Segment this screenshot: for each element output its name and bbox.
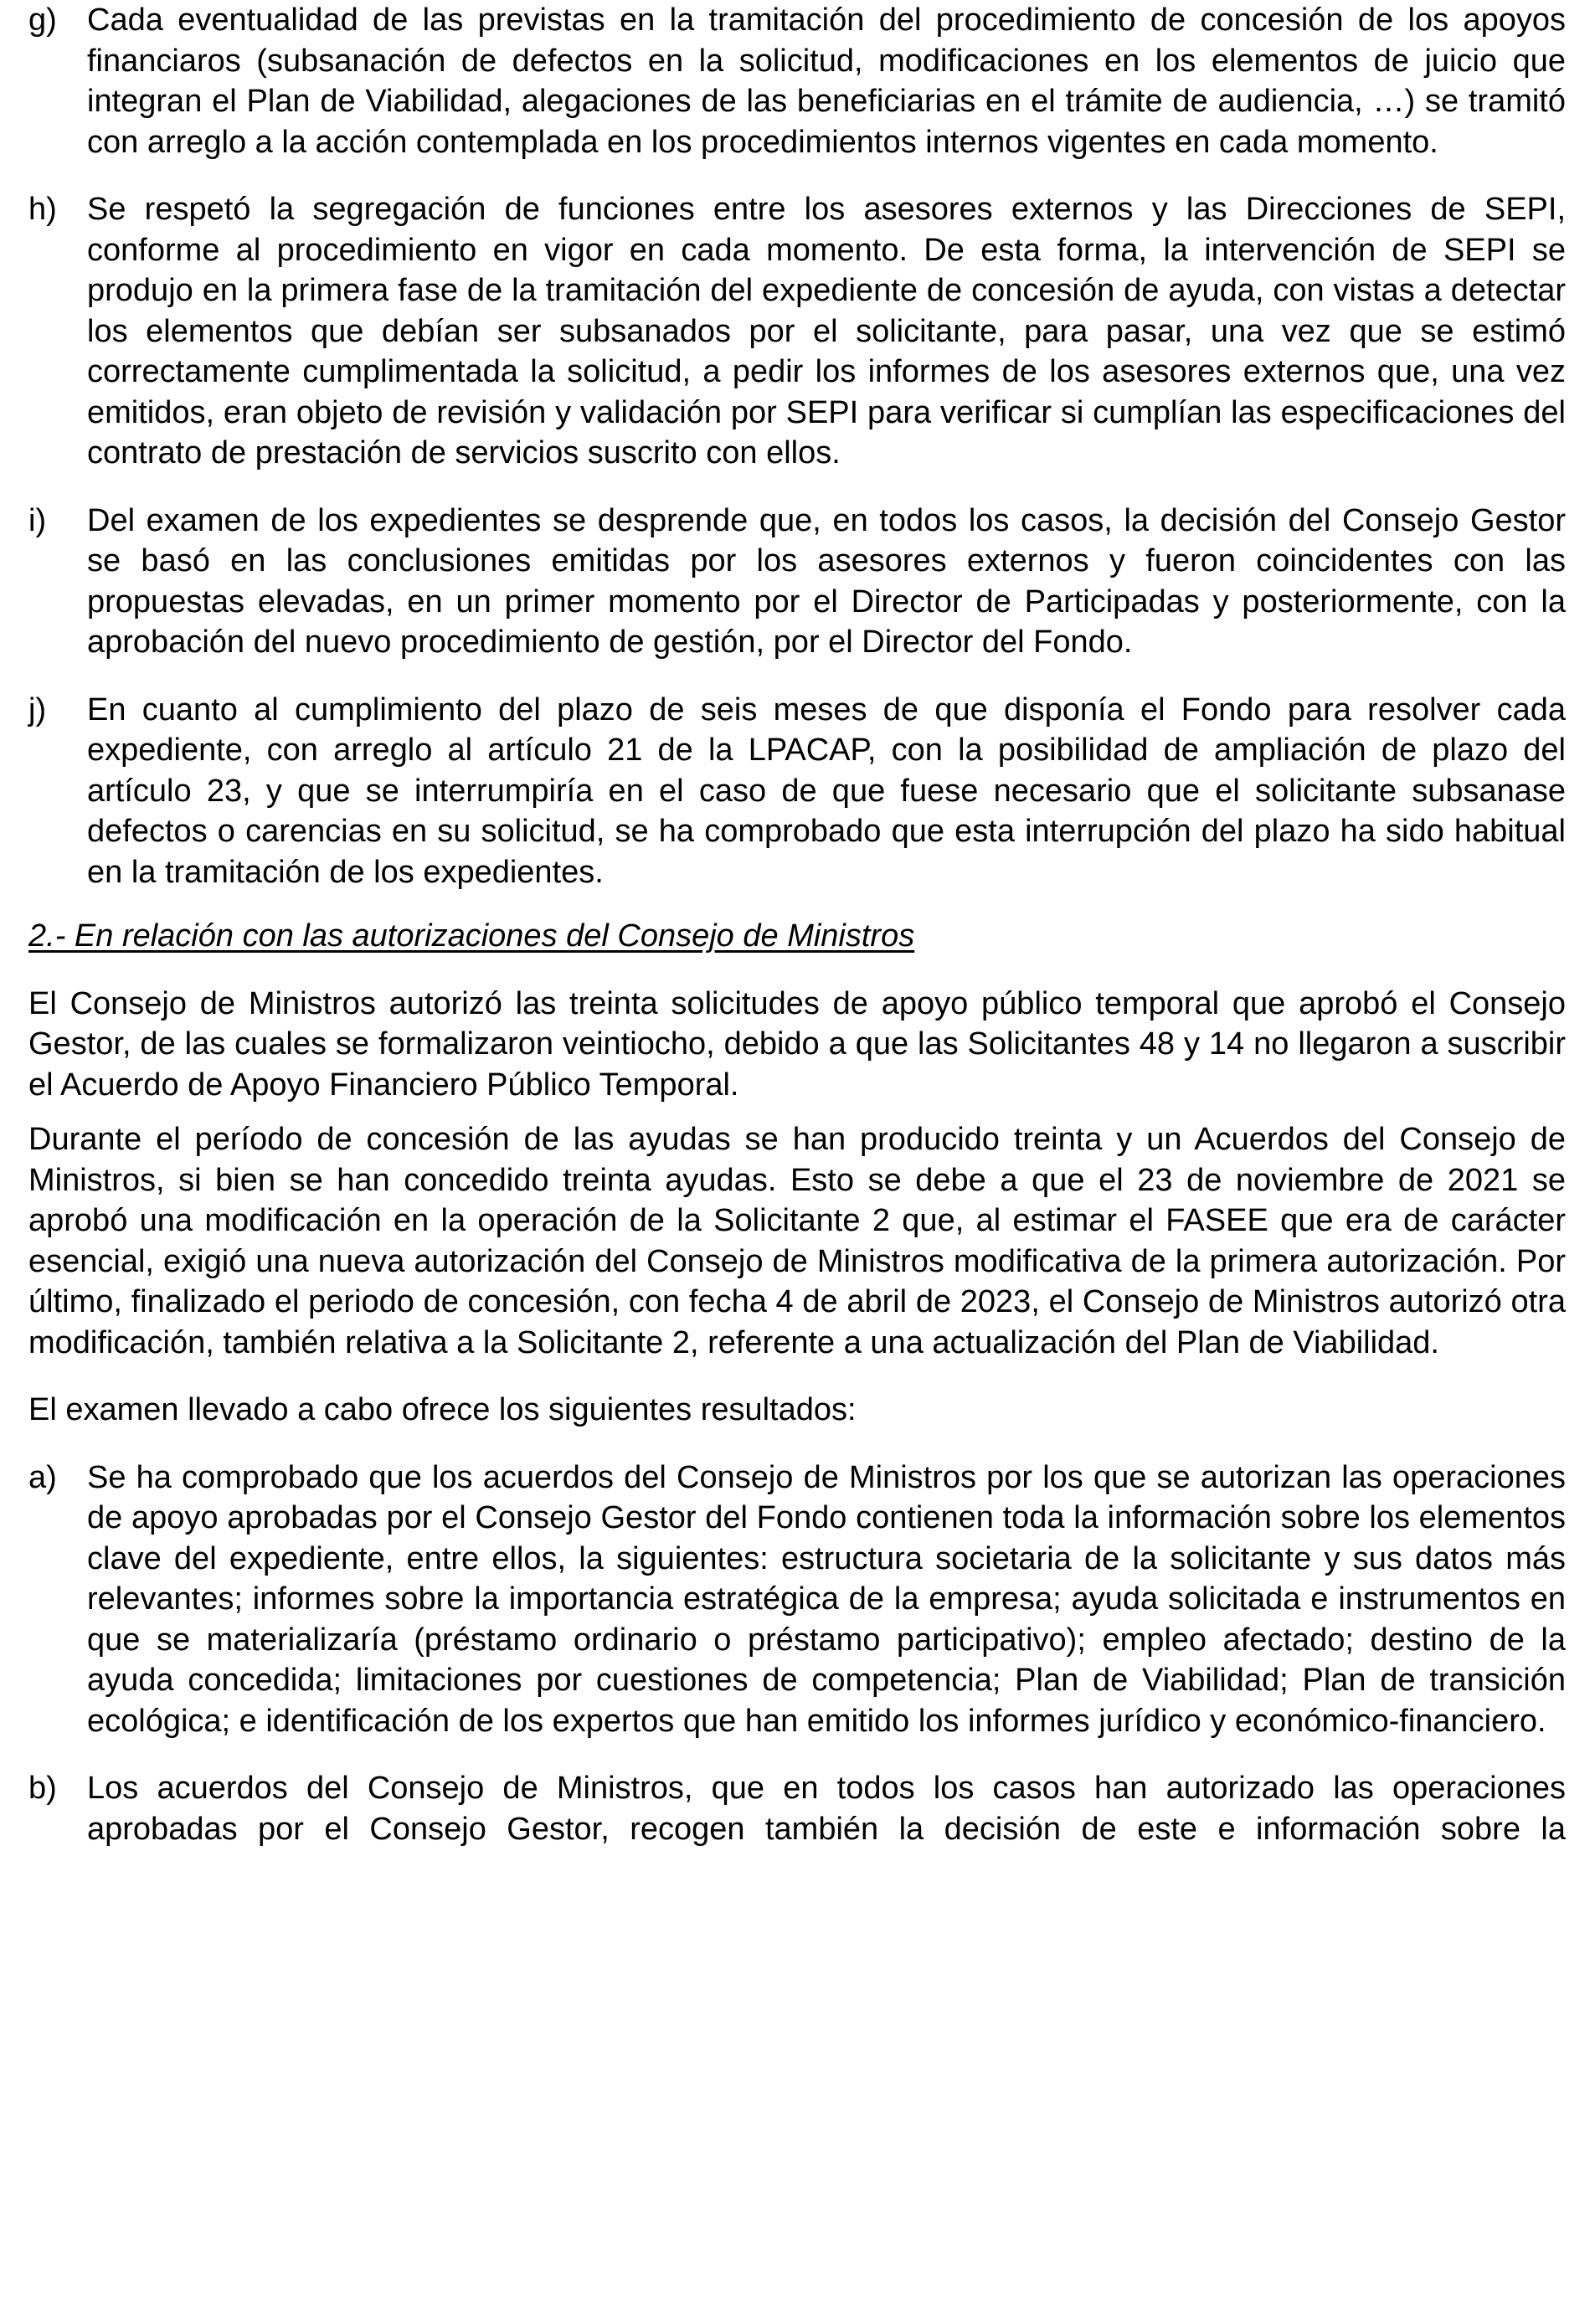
section-heading [28,916,1566,957]
list-item-h [28,189,1566,474]
list-item-label: i) [28,502,47,538]
list-item-label: a) [28,1459,57,1495]
list-item-text: Los acuerdos del Consejo de Ministros, que en todos los casos han autorizado las operaciones aprobadas por el Consejo Gestor, recogen también la decisión de este e información sobre la [87,1771,1566,1847]
paragraph-3: El examen llevado a cabo ofrece los siguientes resultados: [28,1392,857,1427]
list-item-text: Cada eventualidad de las previstas en la tramitación del procedimiento de concesión de los apoyos financiaros (subsanación de defectos en la solicitud, modificaciones en los elementos de juicio que integran el Plan de Viabilidad, alegaciones de las beneficiarias en el trámite de audiencia, …) se tramitó con arreglo a la acción contemplada en los procedimientos internos vigentes en cada momento. [87,3,1566,160]
list-item-text: Se ha comprobado que los acuerdos del Consejo de Ministros por los que se autorizan las operaciones de apoyo aprobadas por el Consejo Gestor del Fondo contienen toda la información sobre los elementos clave del expediente, entre ellos, la siguientes: estructura societaria de la solicitante y sus datos más relevantes; informes sobre la importancia estratégica de la empresa; ayuda solicitada e instrumentos en que se materializaría (préstamo ordinario o préstamo participativo); empleo afectado; destino de la ayuda concedida; limitaciones por cuestiones de competencia; Plan de Viabilidad; Plan de transición ecológica; e identificación de los expertos que han emitido los informes jurídico y económico-financiero. [87,1459,1566,1739]
list-item-j [28,690,1566,893]
paragraph-1: El Consejo de Ministros autorizó las treinta solicitudes de apoyo público temporal que aprobó el Consejo Gestor, de las cuales se formalizaron veintiocho, debido a que las Solicitantes 48 y 14 no llegaron a suscribir el Acuerdo de Apoyo Financiero Público Temporal. [28,985,1566,1103]
list-item-a [28,1458,1566,1742]
list-item-i [28,501,1566,663]
list-item-text: En cuanto al cumplimiento del plazo de seis meses de que disponía el Fondo para resolver cada expediente, con arreglo al artículo 21 de la LPACAP, con la posibilidad de ampliación de plazo del artículo 23, y que se interrumpiría en el caso de que fuese necesario que el solicitante subsanase defectos o carencias en su solicitud, se ha comprobado que esta interrupción del plazo ha sido habitual en la tramitación de los expedientes. [87,692,1566,890]
paragraph-2: Durante el período de concesión de las ayudas se han producido treinta y un Acuerdos del Consejo de Ministros, si bien se han concedido treinta ayudas. Esto se debe a que el 23 de noviembre de 2021 se aprobó una modificación en la operación de la Solicitante 2 que, al estimar el FASEE que era de carácter esencial, exigió una nueva autorización del Consejo de Ministros modificativa de la primera autorización. Por último, finalizado el periodo de concesión, con fecha 4 de abril de 2023, el Consejo de Ministros autorizó otra modificación, también relativa a la Solicitante 2, referente a una actualización del Plan de Viabilidad. [28,1122,1566,1360]
list-item-g [28,0,1566,162]
document-page [28,0,1566,1849]
list-item-b [28,1768,1566,1849]
list-item-text: Del examen de los expedientes se desprende que, en todos los casos, la decisión del Consejo Gestor se basó en las conclusiones emitidas por los asesores externos y fueron coincidentes con las propuestas elevadas, en un primer momento por el Director de Participadas y posteriormente, con la aprobación del nuevo procedimiento de gestión, por el Director del Fondo. [87,502,1566,660]
list-item-label: h) [28,192,57,227]
list-item-text: Se respetó la segregación de funciones entre los asesores externos y las Direcciones de SEPI, conforme al procedimiento en vigor en cada momento. De esta forma, la intervención de SEPI se produjo en la primera fase de la tramitación del expediente de concesión de ayuda, con vistas a detectar los elementos que debían ser subsanados por el solicitante, para pasar, una vez que se estimó correctamente cumplimentada la solicitud, a pedir los informes de los asesores externos que, una vez emitidos, eran objeto de revisión y validación por SEPI para verificar si cumplían las especificaciones del contrato de prestación de servicios suscrito con ellos. [87,192,1566,470]
list-item-label: b) [28,1771,57,1806]
section-heading-text: 2.- En relación con las autorizaciones del Consejo de Ministros [28,918,915,954]
list-item-label: g) [28,3,57,38]
list-item-label: j) [28,692,47,728]
